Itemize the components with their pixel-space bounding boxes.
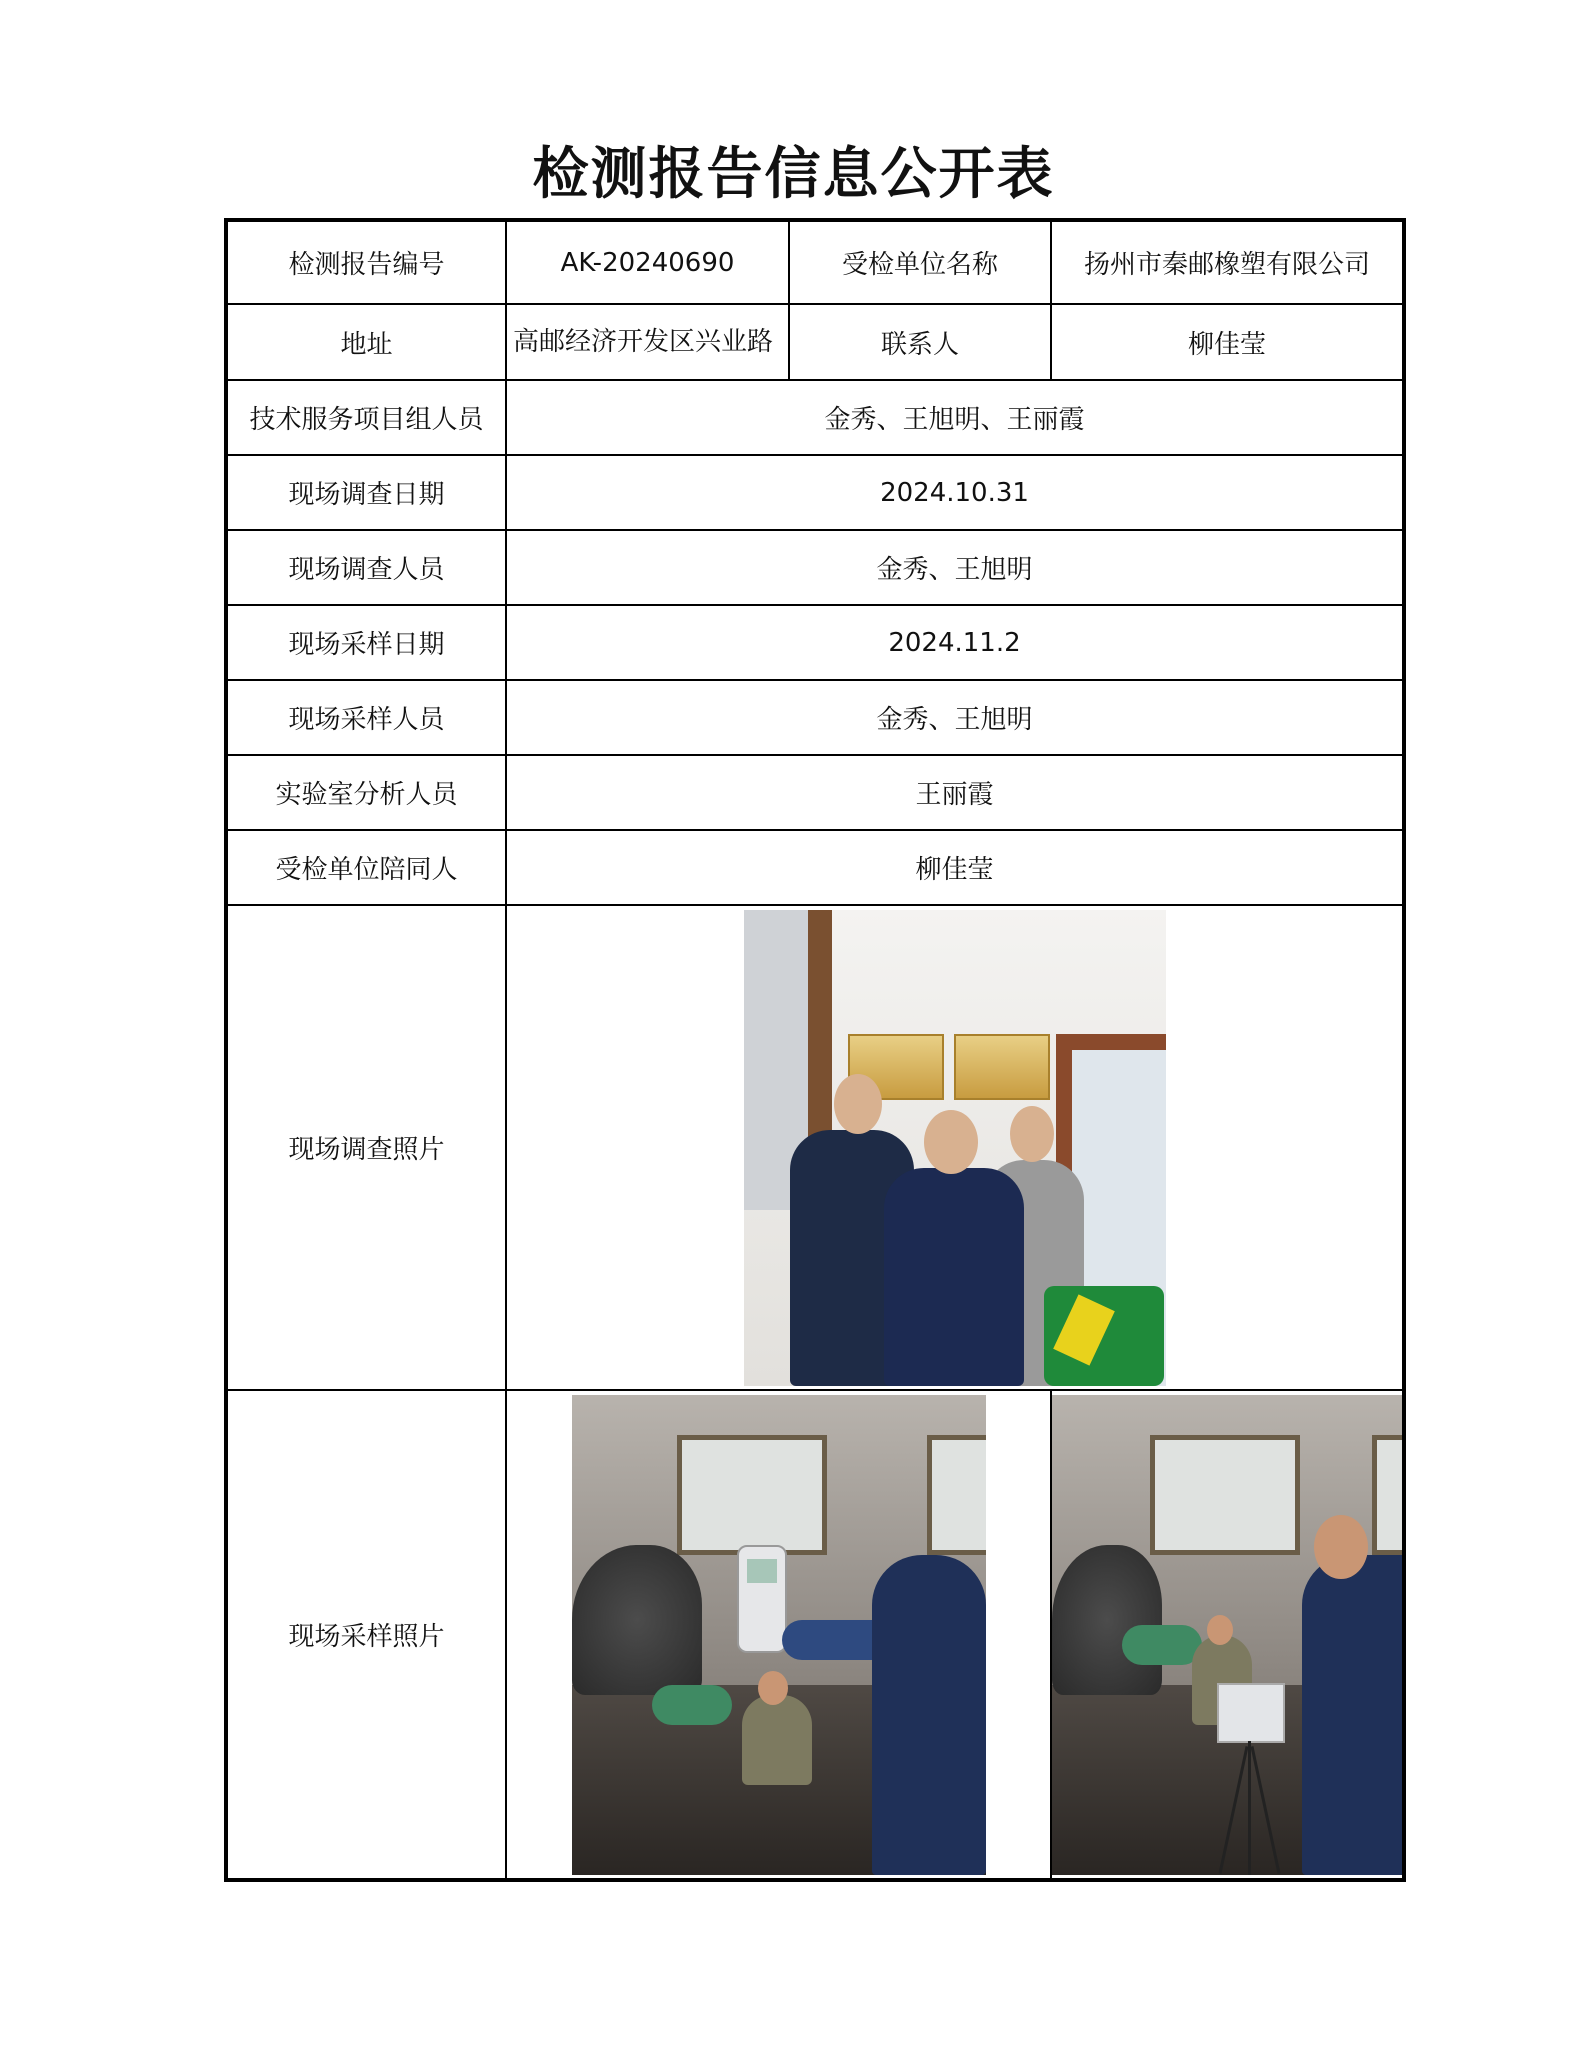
survey-date-value: 2024.10.31 [506,455,1404,530]
table-row [226,605,1404,680]
survey-photo [744,910,1166,1386]
table-row [226,220,1404,304]
report-no-value: AK-20240690 [506,220,789,304]
survey-staff-value: 金秀、王旭明 [506,530,1404,605]
table-row [226,455,1404,530]
table-row [226,830,1404,905]
table-row [226,905,1404,1390]
address-value: 高邮经济开发区兴业路 [506,304,789,380]
sampling-photo-1 [572,1395,986,1875]
table-row [226,755,1404,830]
contact-value: 柳佳莹 [1051,304,1404,380]
address-label: 地址 [226,304,506,380]
sampling-photo-2 [1052,1395,1404,1875]
report-no-label: 检测报告编号 [226,220,506,304]
survey-photo-cell [506,905,1404,1390]
sampling-date-label: 现场采样日期 [226,605,506,680]
table-row [226,380,1404,455]
lab-staff-value: 王丽霞 [506,755,1404,830]
sound-level-meter [737,1545,787,1653]
sampling-photo-cell-1 [506,1390,1051,1880]
plaque-sign [954,1034,1050,1100]
sampling-photo-cell-2 [1051,1390,1404,1880]
survey-staff-label: 现场调查人员 [226,530,506,605]
report-table [224,218,1406,1882]
team-value: 金秀、王旭明、王丽霞 [506,380,1404,455]
table-row [226,680,1404,755]
team-label: 技术服务项目组人员 [226,380,506,455]
escort-value: 柳佳莹 [506,830,1404,905]
page-title: 检测报告信息公开表 [532,141,1055,207]
survey-date-label: 现场调查日期 [226,455,506,530]
sampling-instrument [1217,1683,1285,1743]
escort-label: 受检单位陪同人 [226,830,506,905]
survey-photo-label: 现场调查照片 [226,905,506,1390]
sampling-date-value: 2024.11.2 [506,605,1404,680]
sampling-staff-label: 现场采样人员 [226,680,506,755]
unit-name-label: 受检单位名称 [789,220,1051,304]
table-row [226,304,1404,380]
table-row [226,1390,1404,1880]
sampling-staff-value: 金秀、王旭明 [506,680,1404,755]
contact-label: 联系人 [789,304,1051,380]
table-row [226,530,1404,605]
sampling-photo-label: 现场采样照片 [226,1390,506,1880]
lab-staff-label: 实验室分析人员 [226,755,506,830]
unit-name-value: 扬州市秦邮橡塑有限公司 [1051,220,1404,304]
